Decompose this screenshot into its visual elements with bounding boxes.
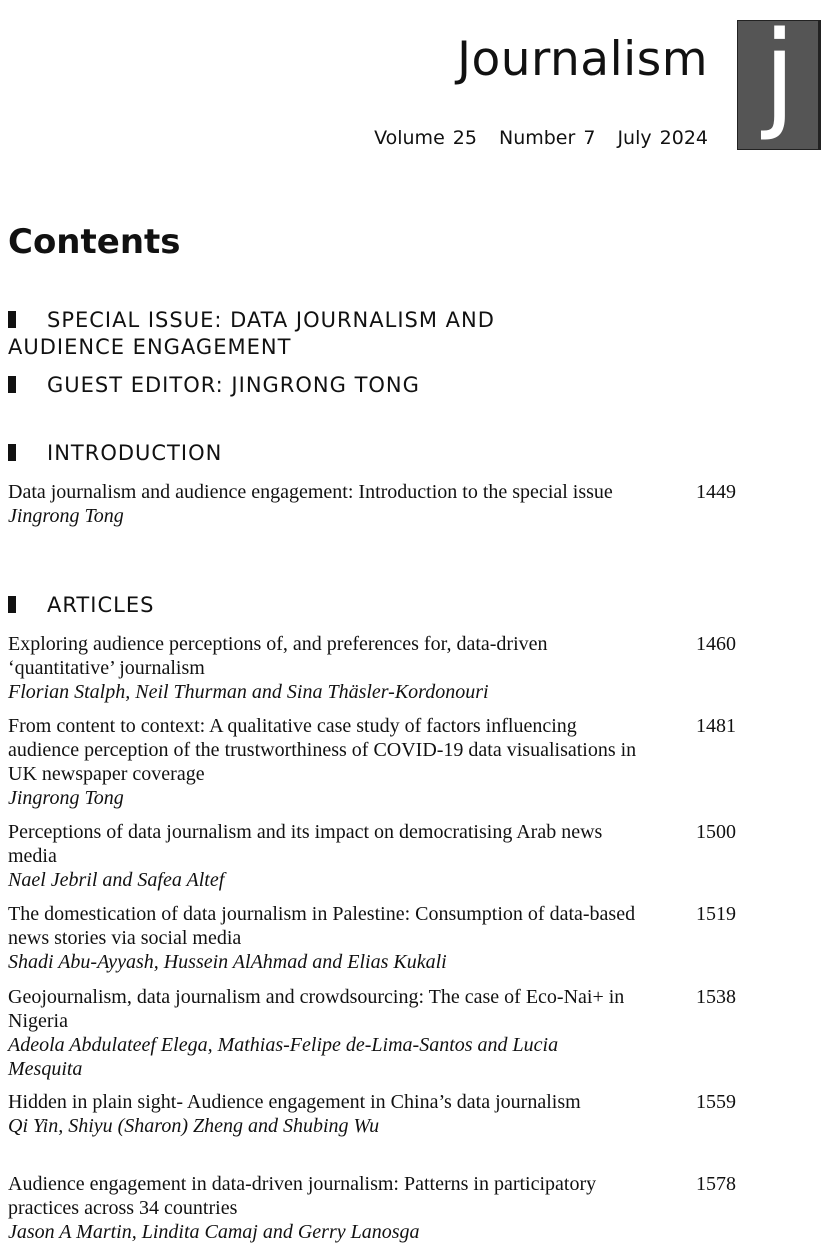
entry-page-number: 1500 <box>696 821 736 843</box>
entry-authors: Shadi Abu-Ayyash, Hussein AlAhmad and Elias Kukali <box>8 951 447 973</box>
entry-title: Perceptions of data journalism and its impact on democratising Arab news media <box>8 821 603 867</box>
entry-authors: Jason A Martin, Lindita Camaj and Gerry Lanosga <box>8 1221 420 1243</box>
entry-authors: Florian Stalph, Neil Thurman and Sina Thäsler-Kordonouri <box>8 681 489 703</box>
issue-volume: Volume 25 <box>374 127 477 149</box>
entry-title: Exploring audience perceptions of, and preferences for, data-driven ‘quantitative’ journalism <box>8 633 548 679</box>
toc-entry[interactable] <box>8 1172 738 1244</box>
guest-editor-heading <box>8 372 568 399</box>
section-heading-articles <box>8 592 568 619</box>
section-heading-text: ARTICLES <box>47 593 155 617</box>
entry-authors: Adeola Abdulateef Elega, Mathias-Felipe de-Lima-Santos and Lucia Mesquita <box>8 1034 559 1080</box>
entry-page-number: 1519 <box>696 903 736 925</box>
square-bullet-icon <box>8 444 16 461</box>
issue-date: July 2024 <box>617 127 708 149</box>
entry-page-number: 1449 <box>696 481 736 503</box>
square-bullet-icon <box>8 311 16 328</box>
entry-authors: Nael Jebril and Safea Altef <box>8 869 225 891</box>
entry-title: Hidden in plain sight- Audience engagement in China’s data journalism <box>8 1091 581 1113</box>
toc-entry[interactable] <box>8 902 738 974</box>
entry-title: The domestication of data journalism in Palestine: Consumption of data-based news stories via social media <box>8 903 636 949</box>
guest-editor-text: GUEST EDITOR: JINGRONG TONG <box>47 373 420 397</box>
toc-entry[interactable] <box>8 632 738 704</box>
journal-logo-letter: j <box>763 5 796 143</box>
entry-page-number: 1559 <box>696 1091 736 1113</box>
square-bullet-icon <box>8 596 16 613</box>
entry-page-number: 1460 <box>696 633 736 655</box>
special-issue-text: SPECIAL ISSUE: DATA JOURNALISM AND AUDIENCE ENGAGEMENT <box>8 308 495 359</box>
issue-number: Number 7 <box>498 127 596 149</box>
contents-heading: Contents <box>8 222 181 262</box>
entry-authors: Qi Yin, Shiyu (Sharon) Zheng and Shubing Wu <box>8 1115 380 1137</box>
toc-entry[interactable] <box>8 820 738 892</box>
toc-entry[interactable] <box>8 985 738 1081</box>
entry-title: Geojournalism, data journalism and crowdsourcing: The case of Eco-Nai+ in Nigeria <box>8 986 625 1032</box>
toc-entry[interactable] <box>8 1090 738 1138</box>
entry-title: Audience engagement in data-driven journalism: Patterns in participatory practices across 34 countries <box>8 1173 597 1219</box>
entry-authors: Jingrong Tong <box>8 505 124 527</box>
section-heading-text: INTRODUCTION <box>47 441 223 465</box>
entry-title: From content to context: A qualitative case study of factors influencing audience perception of the trustworthiness of COVID-19 data visualisations in UK newspaper coverage <box>8 715 637 785</box>
journal-title: Journalism <box>457 32 708 87</box>
section-heading-introduction <box>8 440 568 467</box>
issue-info <box>320 129 708 148</box>
journal-logo <box>737 5 821 150</box>
entry-page-number: 1538 <box>696 986 736 1008</box>
special-issue-heading <box>8 307 568 361</box>
toc-entry[interactable] <box>8 480 738 528</box>
entry-title: Data journalism and audience engagement: Introduction to the special issue <box>8 481 613 503</box>
square-bullet-icon <box>8 376 16 393</box>
entry-page-number: 1578 <box>696 1173 736 1195</box>
toc-entry[interactable] <box>8 714 738 810</box>
entry-authors: Jingrong Tong <box>8 787 124 809</box>
entry-page-number: 1481 <box>696 715 736 737</box>
